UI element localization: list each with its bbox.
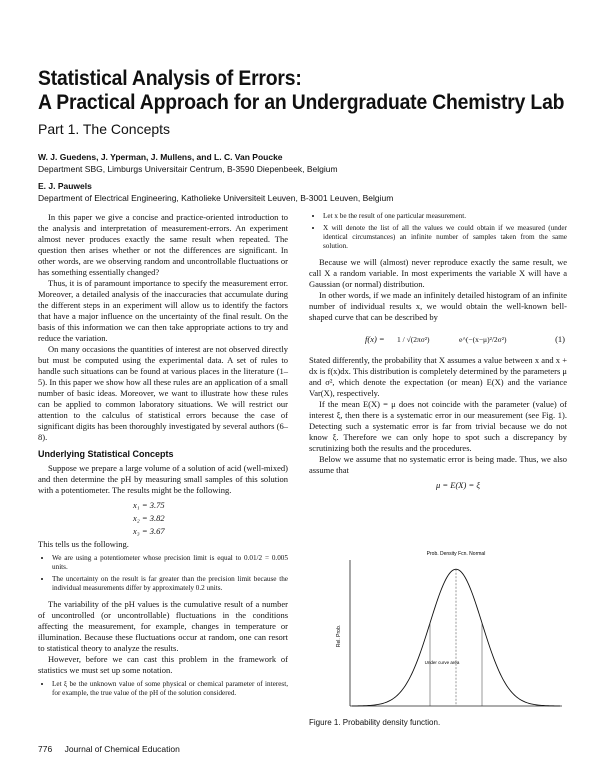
authors-affiliation-2: Department of Electrical Engineering, Katholieke Universiteit Leuven, B-3001 Leuven, Belgium [38,192,394,203]
equation-number: (1) [555,334,565,344]
bullet-list [38,680,288,698]
paragraph: Stated differently, the probability that X assumes a value between x and x + dx is f(x)dx. This distribution is completely determined by the parameters μ and σ², which denote the expectation (or mean) E(X) and the variance Var(X), respectively. [309,355,567,398]
equation-2: μ = E(X) = ξ [436,480,480,490]
formula-x2: x₂ = 3.82 [133,513,165,523]
author-block [38,152,578,204]
list-item: • Let ξ be the unknown value of some physical or chemical parameter of interest, for example, the true value of the pH of the solution considered. [52,680,288,698]
paragraph: However, before we can cast this problem in the framework of statistics we must set up some notation. [38,654,288,675]
paragraph: If the mean E(X) = μ does not coincide with the parameter (value) of interest ξ, then there is a systematic error in our measurement (see Fig. 1). Detecting such a systematic error is far from trivial because we do not know ξ. Therefore we can only hope to spot such a discrepancy by scrutinizing both the results and the procedures. [309,399,567,453]
equation-1 [309,329,567,349]
journal-name: Journal of Chemical Education [64,744,180,754]
authors-affiliation-1: Department SBG, Limburgs Universitair Centrum, B-3590 Diepenbeek, Belgium [38,163,338,174]
formula-x3: x₃ = 3.67 [133,526,165,536]
paragraph: On many occasions the quantities of interest are not observed directly but must be computed using the experimental data. A set of rules to handle such situations can be found at various places in the literature (1–5). In this paper we show how all these rules are an application of a small number of basic ideas. Moreover, we want to illustrate how these rules can be applied to common laboratory situations. We will restrict our attention to the calculus of statistical errors because the case of significant digits has been thoroughly investigated by several authors (6–8). [38,344,288,442]
list-item: • We are using a potentiometer whose precision limit is equal to 0.01/2 = 0.005 units. [52,554,288,572]
paragraph: This tells us the following. [38,539,129,549]
bullet-list [309,212,567,251]
title-line-2: A Practical Approach for an Undergraduate Chemistry Lab [38,90,565,114]
list-item: • The uncertainty on the result is far greater than the precision limit because the individual measurements differ by approximately 0.2 units. [52,575,288,593]
paragraph: Below we assume that no systematic error is being made. Thus, we also assume that [309,454,567,475]
page-number: 776 [38,744,53,754]
paragraph: The variability of the pH values is the cumulative result of a number of uncontrolled (or uncontrollable) fluctuations in the conditions affecting the measurement, for example, changes in temperature or illumination. Because these fluctuations occur at random, one can resort to statistical theory to analyze the results. [38,599,288,653]
equation-exponent: e^(−(x−μ)²/2σ²) [459,335,507,344]
authors-names-2: E. J. Pauwels [38,181,92,191]
probability-density-figure [330,546,570,714]
curve-title: Prob. Density Fcn. Normal [426,551,486,557]
section-heading: Underlying Statistical Concepts [38,449,174,459]
y-axis-label: Rel. Prob. [336,624,342,648]
equation-fraction: 1 / √(2πσ²) [397,335,430,344]
left-column [38,212,288,704]
paragraph: In this paper we give a concise and practice-oriented introduction to the analysis and interpretation of measurement-errors. An experiment almost never produces exactly the same result when repeated. The question then arises whether or not the differences are significant. In other words, are we observing random and uncontrollable fluctuations or has something essentially changed? [38,212,288,277]
page-footer [38,744,190,754]
inner-area-label: Under curve area [424,660,460,665]
paragraph: Thus, it is of paramount importance to specify the measurement error. Moreover, a detailed analysis of the inaccuracies that accumulate during the different steps in an experiment will allow us to identify the factors that have a major influence on the uncertainty of the final result. On the basis of this information we can then take appropriate actions to try and reduce the variation. [38,278,288,343]
authors-names-1: W. J. Guedens, J. Yperman, J. Mullens, and L. C. Van Poucke [38,152,283,162]
paragraph: Suppose we prepare a large volume of a solution of acid (well-mixed) and then determine the pH by measuring small samples of this solution with a potentiometer. The results might be the following. [38,463,288,495]
title-line-1: Statistical Analysis of Errors: [38,66,302,90]
right-column [309,212,567,491]
list-item: • Let x be the result of one particular measurement. [323,212,567,221]
formula-x1: x₁ = 3.75 [133,500,165,510]
equation-lhs: f(x) = [365,334,385,344]
part-subtitle: Part 1. The Concepts [38,121,171,137]
figure-caption: Figure 1. Probability density function. [309,718,441,727]
bullet-list [38,554,288,593]
list-item: • X will denote the list of all the values we could obtain if we measured (under identical circumstances) an infinite number of samples taken from the same solution. [323,224,567,251]
paragraph: In other words, if we made an infinitely detailed histogram of an infinite number of individual results x, we would obtain the well-known bell-shaped curve that can be described by [309,290,567,322]
paragraph: Because we will (almost) never reproduce exactly the same result, we call X a random variable. In most experiments the variable X will have a Gaussian (or normal) distribution. [309,257,567,289]
